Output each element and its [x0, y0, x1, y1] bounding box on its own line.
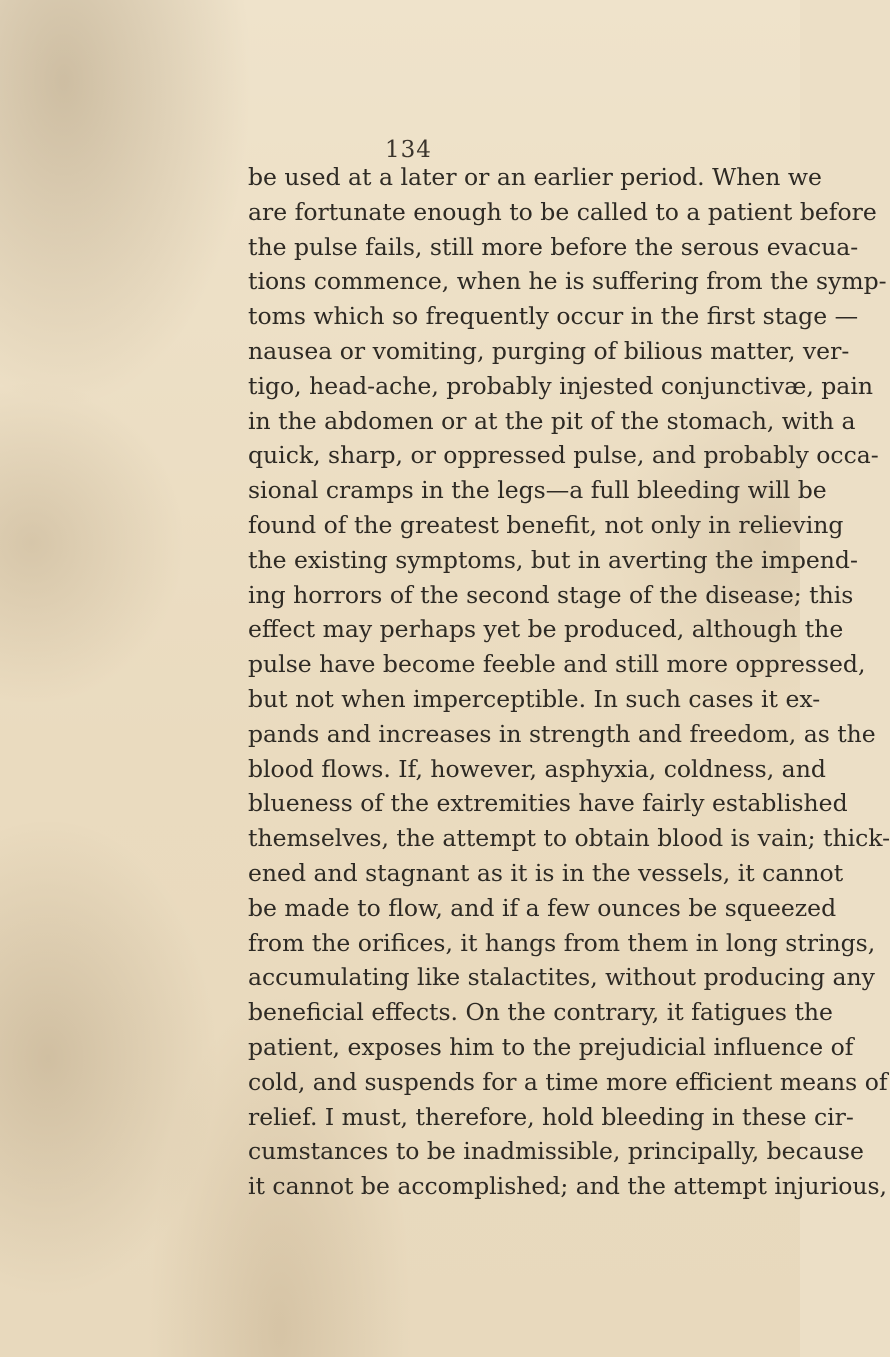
text-line: from the orifices, it hangs from them in long strings,	[248, 928, 876, 957]
text-line: nausea or vomiting, purging of bilious matter, ver-	[248, 336, 850, 365]
text-line: the existing symptoms, but in averting the impend-	[248, 545, 858, 574]
text-line: blood flows. If, however, asphyxia, coldness, and	[248, 754, 826, 783]
text-line: pands and increases in strength and freedom, as the	[248, 719, 876, 748]
text-line: but not when imperceptible. In such cases it ex-	[248, 684, 821, 713]
text-line: pulse have become feeble and still more oppressed,	[248, 650, 866, 679]
text-line: accumulating like stalactites, without producing any	[248, 963, 875, 992]
text-line: tions commence, when he is suffering from the symp-	[248, 267, 887, 296]
text-line: ened and stagnant as it is in the vessels, it cannot	[248, 858, 844, 887]
page-number: 134	[385, 137, 432, 163]
text-line: cumstances to be inadmissible, principally, because	[248, 1137, 864, 1166]
text-line: relief. I must, therefore, hold bleeding in these cir-	[248, 1102, 854, 1131]
text-line: toms which so frequently occur in the first stage —	[248, 302, 859, 331]
text-line: beneficial effects. On the contrary, it fatigues the	[248, 998, 833, 1027]
text-line: be made to flow, and if a few ounces be squeezed	[248, 893, 837, 922]
text-line: quick, sharp, or oppressed pulse, and probably occa-	[248, 441, 879, 470]
text-line: patient, exposes him to the prejudicial influence of	[248, 1032, 854, 1061]
text-line: it cannot be accomplished; and the attempt injurious,	[248, 1172, 888, 1201]
text-line: the pulse fails, still more before the serous evacua-	[248, 232, 859, 261]
text-line: found of the greatest benefit, not only in relieving	[248, 510, 844, 539]
body-text	[248, 160, 890, 1204]
text-line: in the abdomen or at the pit of the stomach, with a	[248, 406, 856, 435]
text-line: ing horrors of the second stage of the disease; this	[248, 580, 854, 609]
text-line: be used at a later or an earlier period. When we	[248, 163, 822, 191]
text-line: effect may perhaps yet be produced, although the	[248, 615, 844, 644]
text-line: cold, and suspends for a time more efficient means of	[248, 1067, 888, 1096]
text-line: tigo, head-ache, probably injested conjunctivæ, pain	[248, 371, 873, 400]
text-line: are fortunate enough to be called to a patient before	[248, 197, 877, 226]
text-line: blueness of the extremities have fairly established	[248, 789, 848, 818]
text-line: sional cramps in the legs—a full bleeding will be	[248, 476, 827, 505]
text-line: themselves, the attempt to obtain blood is vain; thick-	[248, 824, 890, 853]
